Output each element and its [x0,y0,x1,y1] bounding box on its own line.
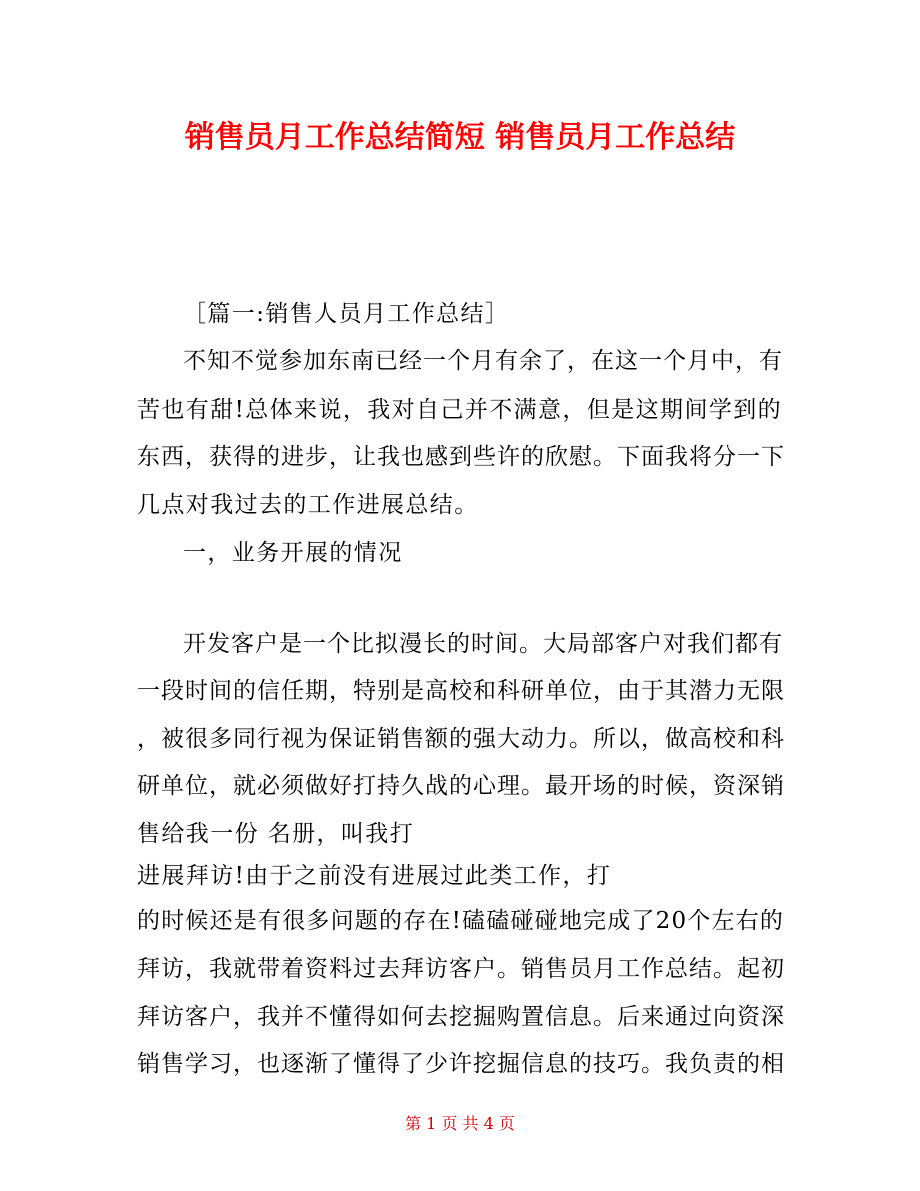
paragraph-line: 销售学习，也逐渐了懂得了少许挖掘信息的技巧。我负责的相 [137,1051,785,1077]
paragraph-line: 苦也有甜!总体来说，我对自己并不满意，但是这期间学到的 [137,397,783,423]
paragraph-line: 拜访，我就带着资料过去拜访客户。销售员月工作总结。起初 [137,956,785,982]
paragraph-line: 东西，获得的进步，让我也感到些许的欣慰。下面我将分一下 [137,444,785,470]
paragraph-line: 拜访客户，我并不懂得如何去挖掘购置信息。后来通过向资深 [137,1004,785,1030]
paragraph-line: 开发客户是一个比拟漫长的时间。大局部客户对我们都有 [183,631,783,657]
paragraph-line: 几点对我过去的工作进展总结。 [137,492,479,518]
page-number-footer: 第 1 页 共 4 页 [405,1114,515,1133]
subsection-heading: 一，业务开展的情况 [183,540,403,566]
paragraph-line: 不知不觉参加东南已经一个月有余了，在这一个月中，有 [183,348,783,374]
paragraph-line: 售给我一份 名册，叫我打 [137,821,415,847]
document-title: 销售员月工作总结简短 销售员月工作总结 [184,120,736,155]
section-heading: ［篇一:销售人员月工作总结］ [183,301,510,327]
paragraph-line: 研单位，就必须做好打持久战的心理。最开场的时候，资深销 [137,773,785,799]
paragraph-line: 一段时间的信任期，特别是高校和科研单位，由于其潜力无限 [137,678,785,704]
paragraph-line: ，被很多同行视为保证销售额的强大动力。所以，做高校和科 [137,726,785,752]
paragraph-line: 的时候还是有很多问题的存在!磕磕碰碰地完成了20个左右的 [137,908,785,934]
paragraph-line: 进展拜访!由于之前没有进展过此类工作，打 [137,863,612,889]
